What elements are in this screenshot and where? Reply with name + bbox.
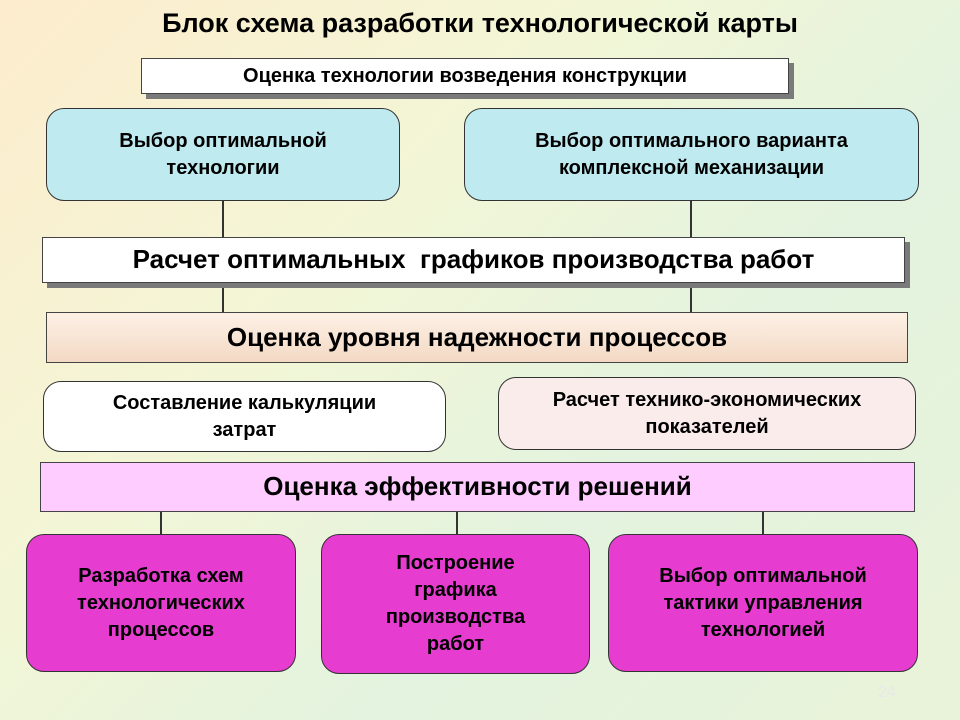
box-schedule: Построение графика производства работ [321,534,590,674]
box-assessment-technology: Оценка технологии возведения конструкции [141,58,789,94]
connector-line [222,282,224,314]
box-choose-technology: Выбор оптимальной технологии [46,108,400,201]
connector-line [222,200,224,240]
box-calc-schedules: Расчет оптимальных графиков производства работ [42,237,905,283]
box-choose-mechanization: Выбор оптимального варианта комплексной механизации [464,108,919,201]
box-schemes: Разработка схем технологических процессов [26,534,296,672]
page-number: 24 [878,684,896,701]
box-efficiency: Оценка эффективности решений [40,462,915,512]
slide-title: Блок схема разработки технологической карты [162,8,798,38]
box-tactics: Выбор оптимальной тактики управления технологией [608,534,918,672]
box-cost-calc: Составление калькуляции затрат [43,381,446,452]
box-tech-econ: Расчет технико-экономических показателей [498,377,916,450]
connector-line [690,200,692,240]
connector-line [690,282,692,314]
box-reliability: Оценка уровня надежности процессов [46,312,908,363]
